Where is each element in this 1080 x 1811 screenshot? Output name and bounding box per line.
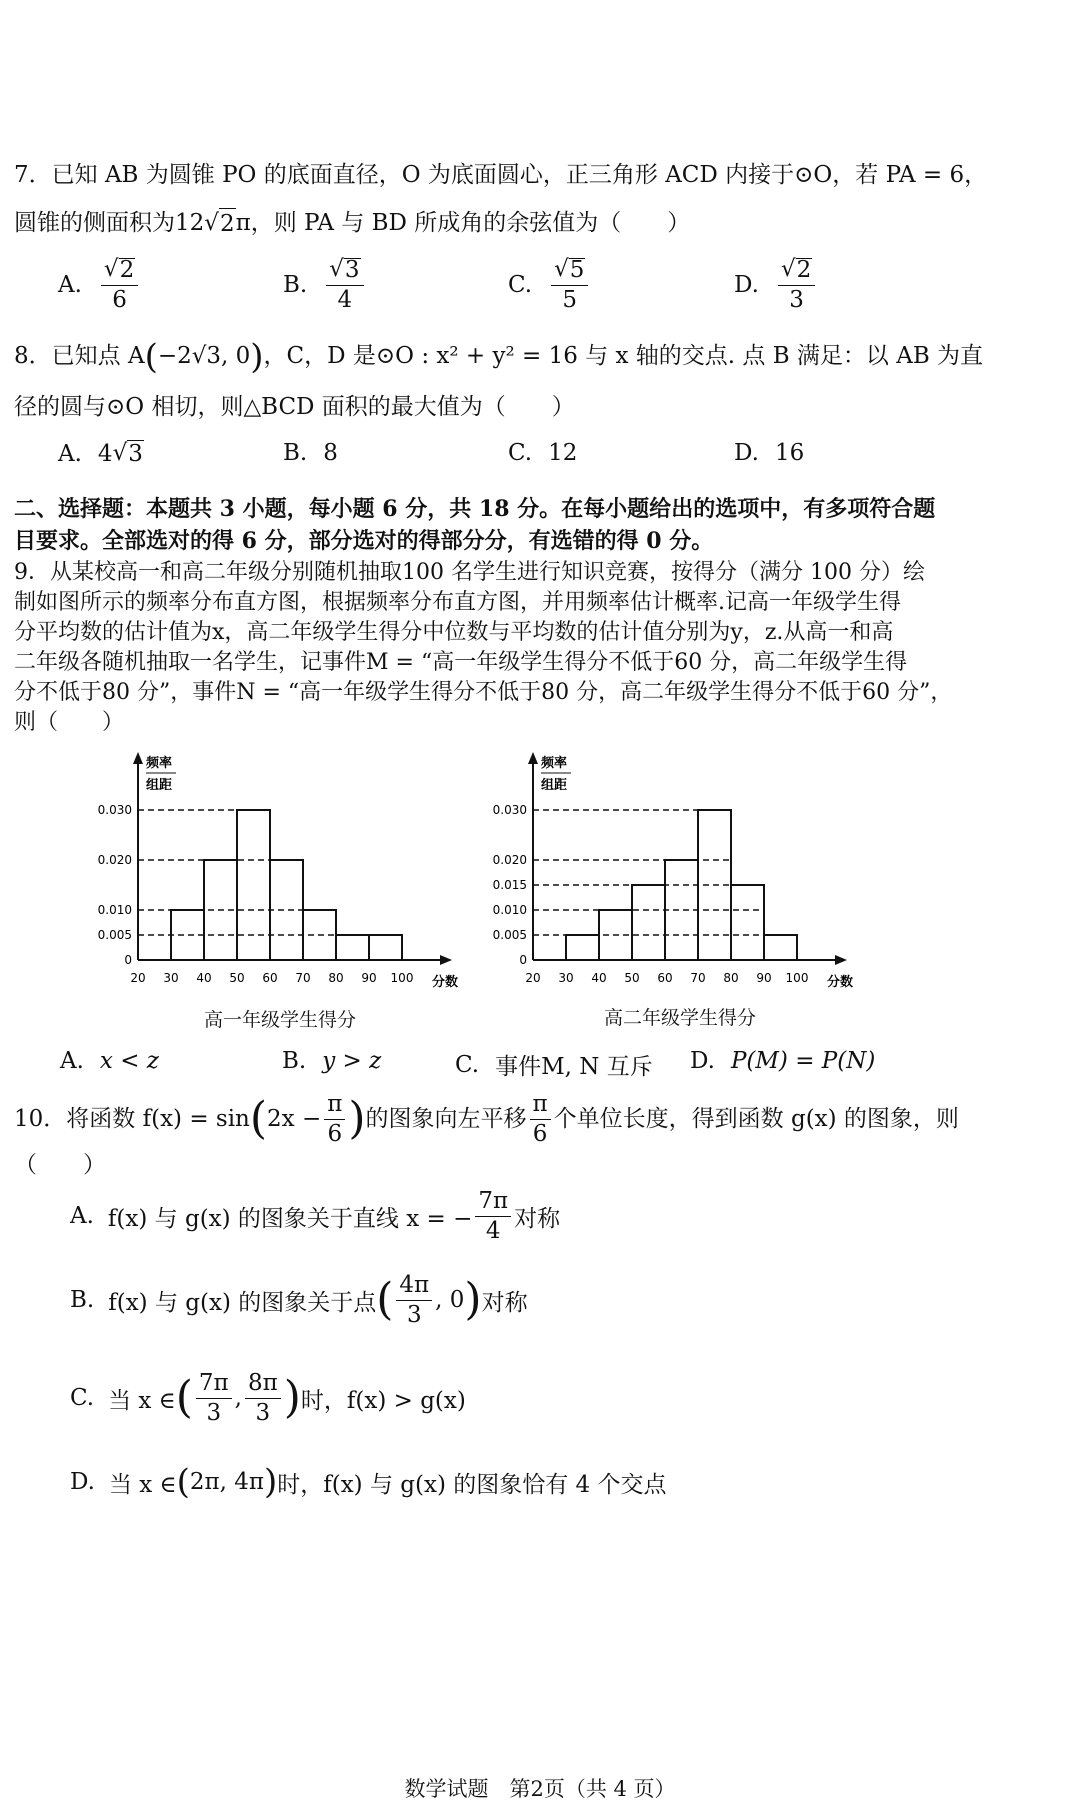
histogram-svg (485, 745, 875, 1010)
q8-option-c[interactable]: C. 12 (508, 440, 578, 466)
q8-line2: 径的圆与⊙O 相切，则△BCD 面积的最大值为（ ） (14, 394, 575, 420)
histogram-bar (632, 885, 665, 960)
x-tick-label: 90 (361, 971, 377, 985)
x-tick-label: 100 (785, 971, 809, 985)
q9-line1: 9．从某校高一和高二年级分别随机抽取100 名学生进行知识竞赛，按得分（满分 100 分）绘 (14, 560, 925, 585)
x-tick-label: 50 (624, 971, 640, 985)
x-tick-label: 20 (525, 971, 541, 985)
y-tick-label: 0.020 (492, 853, 527, 867)
y-label-denominator: 组距 (146, 778, 173, 793)
x-tick-label: 80 (723, 971, 739, 985)
q7-option-a[interactable] (58, 258, 141, 312)
x-tick-label: 70 (690, 971, 706, 985)
histogram-grade2 (485, 745, 875, 1010)
histogram-bar (764, 935, 797, 960)
y-tick-label: 0.005 (492, 928, 527, 942)
y-tick-label: 0 (519, 953, 527, 967)
y-tick-label: 0.015 (492, 878, 527, 892)
q8-option-d[interactable]: D. 16 (734, 440, 805, 466)
q8-line1-pre: 8．已知点 A (14, 343, 145, 369)
option-label: C. (508, 272, 533, 298)
histogram-grade1 (90, 745, 470, 1010)
q9-option-b[interactable]: B. y > z (282, 1048, 382, 1074)
x-axis-arrow (440, 955, 452, 965)
q10-line2: （ ） (14, 1152, 106, 1178)
fraction: $\frac{7\pi}{3}$ (196, 1372, 232, 1425)
x-axis-arrow (835, 955, 847, 965)
q7-options (0, 258, 1080, 328)
page-footer: 数学试题 第2页（共 4 页） (404, 1777, 676, 1801)
histogram-bar (369, 935, 402, 960)
q10-option-b[interactable]: B. f(x) 与 g(x) 的图象关于点 ( $\frac{4\pi}{3}$ , 0 ) 对称 (70, 1271, 528, 1328)
q9-option-a[interactable]: A. x < z (60, 1048, 159, 1074)
q10-option-c[interactable]: C. 当 x ∈ ( $\frac{7\pi}{3}$ , $\frac{8\pi}{3}$ ) 时，f(x) > g(x) (70, 1369, 466, 1426)
option-label: C. (455, 1051, 480, 1078)
option-label: D. (690, 1048, 715, 1074)
fraction: $\frac{8\pi}{3}$ (245, 1372, 281, 1425)
q8-option-b[interactable]: B. 8 (283, 440, 338, 466)
fraction: $\frac{4\pi}{3}$ (396, 1274, 432, 1327)
q7-radical: √ 2 (204, 210, 235, 237)
fraction: √ 2 3 (778, 258, 815, 312)
y-label-denominator: 组距 (541, 778, 568, 793)
q9-line4: 二年级各随机抽取一名学生，记事件M = “高一年级学生得分不低于60 分，高二年级学生得 (14, 650, 908, 675)
x-tick-label: 20 (130, 971, 146, 985)
y-tick-label: 0 (124, 953, 132, 967)
y-label-numerator: 频率 (146, 756, 173, 771)
option-label: A. (58, 440, 82, 467)
option-label: B. (70, 1287, 95, 1313)
option-label: A. (58, 272, 82, 298)
option-label: D. (70, 1469, 95, 1495)
q8-point: −2√3, 0 (157, 343, 251, 369)
option-label: D. (734, 272, 759, 298)
x-axis-label: 分数 (827, 975, 854, 990)
fraction: √ 3 4 (326, 258, 363, 312)
q7-option-c[interactable] (508, 258, 591, 312)
histogram-svg (90, 745, 470, 1010)
fraction: √ 5 5 (551, 258, 588, 312)
y-axis-arrow (528, 752, 538, 764)
q9-line6: 则（ ） (14, 710, 125, 735)
q10-option-a[interactable]: A. f(x) 与 g(x) 的图象关于直线 x = − $\frac{7\pi}{4}$ 对称 (70, 1187, 561, 1244)
x-tick-label: 50 (229, 971, 245, 985)
q9-option-d[interactable]: D. P(M) = P(N) (690, 1048, 876, 1074)
x-tick-label: 80 (328, 971, 344, 985)
q7-line2 (14, 208, 1070, 239)
y-tick-label: 0.030 (492, 803, 527, 817)
q7-option-d[interactable] (734, 258, 818, 312)
section2-line1: 二、选择题：本题共 3 小题，每小题 6 分，共 18 分。在每小题给出的选项中，有多项符合题 (14, 496, 936, 522)
q10-line1: 10．将函数 f(x) = sin ( 2x − $\frac{\pi}{6}$ ) 的图象向左平移 $\frac{\pi}{6}$ 个单位长度，得到函数 g(x) 的图象，则 (14, 1090, 959, 1147)
fraction: $\frac{7\pi}{4}$ (475, 1190, 511, 1243)
option-label: A. (70, 1203, 94, 1229)
q9-line3: 分平均数的估计值为x，高二年级学生得分中位数与平均数的估计值分别为y，z.从高一和高 (14, 620, 894, 645)
x-tick-label: 70 (295, 971, 311, 985)
y-tick-label: 0.010 (97, 903, 132, 917)
histogram-grade1-caption: 高一年级学生得分 (203, 1009, 356, 1031)
x-tick-label: 30 (163, 971, 179, 985)
histogram-bar (566, 935, 599, 960)
q7-radicand: 2 (219, 208, 236, 239)
option-label: C. (70, 1385, 95, 1411)
y-tick-label: 0.020 (97, 853, 132, 867)
fraction: √ 2 6 (101, 258, 138, 312)
histogram-bar (237, 810, 270, 960)
y-axis-arrow (133, 752, 143, 764)
q7-line1: 7．已知 AB 为圆锥 PO 的底面直径，O 为底面圆心，正三角形 ACD 内接于⊙O，若 PA = 6， (14, 162, 988, 188)
q8-line1: 8．已知点 A(−2√3, 0)，C，D 是⊙O : x² + y² = 16 与 x 轴的交点. 点 B 满足：以 AB 为直 (14, 337, 984, 377)
fraction: $\frac{\pi}{6}$ (324, 1093, 345, 1146)
y-label-numerator: 频率 (541, 756, 568, 771)
histogram-bar (336, 935, 369, 960)
q8-option-a[interactable]: A. 4 √ 3 (58, 440, 143, 467)
histogram-bar (731, 885, 764, 960)
q9-line2: 制如图所示的频率分布直方图，根据频率分布直方图，并用频率估计概率.记高一年级学生得 (14, 590, 901, 615)
x-tick-label: 100 (390, 971, 414, 985)
x-tick-label: 40 (196, 971, 212, 985)
x-tick-label: 60 (262, 971, 278, 985)
histogram-grade2-caption: 高二年级学生得分 (603, 1007, 756, 1029)
y-tick-label: 0.010 (492, 903, 527, 917)
q7-line2-post: π，则 PA 与 BD 所成角的余弦值为（ ） (235, 210, 691, 236)
section2-line2: 目要求。全部选对的得 6 分，部分选对的得部分分，有选错的得 0 分。 (14, 528, 714, 554)
option-label: B. (282, 1048, 307, 1074)
q10-option-d[interactable]: D. 当 x ∈ ( 2π, 4π ) 时，f(x) 与 g(x) 的图象恰有 4 个交点 (70, 1462, 667, 1502)
q9-line5: 分不低于80 分”，事件N = “高一年级学生得分不低于80 分，高二年级学生得分不低于60 分”， (14, 680, 953, 705)
q7-option-b[interactable] (283, 258, 367, 312)
q9-options (0, 1048, 1080, 1084)
option-label: A. (60, 1048, 84, 1074)
x-tick-label: 60 (657, 971, 673, 985)
q7-line2-pre: 圆锥的侧面积为12 (14, 210, 205, 236)
option-label: D. (734, 440, 759, 466)
option-label: B. (283, 272, 308, 298)
y-tick-label: 0.005 (97, 928, 132, 942)
q9-option-c[interactable]: C. 事件M, N 互斥 (455, 1051, 653, 1080)
x-tick-label: 30 (558, 971, 574, 985)
fraction: $\frac{\pi}{6}$ (530, 1093, 551, 1146)
x-tick-label: 90 (756, 971, 772, 985)
x-axis-label: 分数 (432, 975, 459, 990)
x-tick-label: 40 (591, 971, 607, 985)
q8-options (0, 440, 1080, 476)
option-label: C. (508, 440, 533, 466)
q8-line1-post: ，C，D 是⊙O : x² + y² = 16 与 x 轴的交点. 点 B 满足：以 AB 为直 (263, 343, 984, 369)
option-label: B. (283, 440, 308, 466)
y-tick-label: 0.030 (97, 803, 132, 817)
